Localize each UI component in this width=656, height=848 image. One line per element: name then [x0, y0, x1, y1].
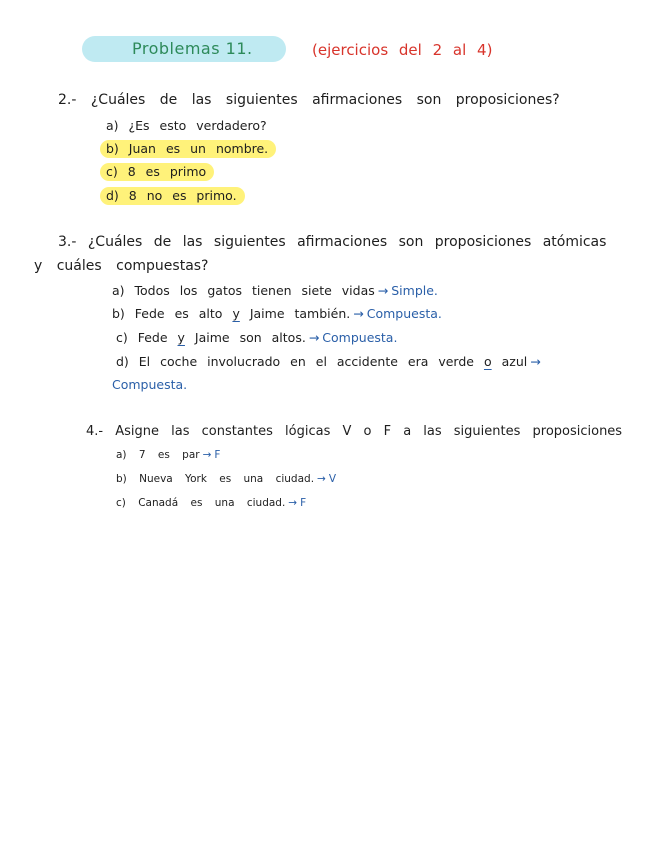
arrow-icon: →: [377, 283, 389, 298]
q4-item-b-text: b) Nueva York es una ciudad.: [116, 473, 315, 485]
q2-option-d: [100, 188, 245, 203]
arrow-icon: →: [530, 354, 541, 369]
q3-item-b-post: Jaime también.: [249, 306, 351, 321]
q3-item-b-answer: Compuesta.: [366, 306, 442, 321]
question-2: 2.- ¿Cuáles de las siguientes afirmaciones son proposiciones?: [58, 92, 560, 108]
q3-item-a: [112, 283, 438, 298]
q3-item-b-conjunction: y: [232, 306, 240, 321]
question-3-line-1: 3.- ¿Cuáles de las siguientes afirmaciones son proposiciones atómicas: [58, 234, 607, 250]
q3-item-d: [116, 354, 544, 369]
arrow-icon: →: [202, 449, 212, 461]
q3-item-b: [112, 306, 442, 321]
question-4: 4.- Asigne las constantes lógicas V o F a las siguientes proposiciones: [86, 424, 623, 439]
q3-item-a-text: a) Todos los gatos tienen siete vidas: [112, 283, 375, 298]
arrow-icon: →: [308, 330, 320, 345]
q3-item-a-answer: Simple.: [391, 283, 438, 298]
q4-item-b-answer: V: [328, 473, 337, 485]
q3-item-c-answer: Compuesta.: [322, 330, 398, 345]
q2-option-d-text: d) 8 no es primo.: [100, 187, 245, 205]
arrow-icon: →: [288, 497, 298, 509]
q3-item-c: [116, 330, 397, 345]
q2-option-a: a) ¿Es esto verdadero?: [106, 118, 267, 133]
q4-item-a-text: a) 7 es par: [116, 449, 200, 461]
arrow-icon: →: [317, 473, 326, 485]
q3-item-d-post: azul: [501, 354, 528, 369]
page-title: Problemas 11.: [132, 39, 253, 58]
q3-item-c-conjunction: y: [177, 330, 185, 345]
q4-item-a: [116, 449, 220, 461]
q2-option-b: [100, 141, 276, 156]
q3-item-d-pre: d) El coche involucrado en el accidente era verde: [116, 354, 474, 369]
q3-item-b-pre: b) Fede es alto: [112, 306, 223, 321]
q4-item-c-answer: F: [300, 497, 307, 509]
q4-item-a-answer: F: [214, 449, 221, 461]
q4-item-c-text: c) Canadá es una ciudad.: [116, 497, 286, 509]
question-3-line-2: y cuáles compuestas?: [34, 258, 209, 274]
q2-option-c-text: c) 8 es primo: [100, 163, 214, 181]
q4-item-b: [116, 473, 336, 485]
q2-option-b-text: b) Juan es un nombre.: [100, 140, 276, 158]
q3-item-d-answer: Compuesta.: [112, 377, 188, 392]
q4-item-c: [116, 497, 306, 509]
q3-item-c-post: Jaime son altos.: [194, 330, 306, 345]
page-subtitle: (ejercicios del 2 al 4): [312, 41, 493, 59]
q2-option-c: [100, 164, 214, 179]
arrow-icon: →: [353, 306, 364, 321]
q3-item-c-pre: c) Fede: [116, 330, 168, 345]
q3-item-d-conjunction: o: [483, 354, 492, 369]
